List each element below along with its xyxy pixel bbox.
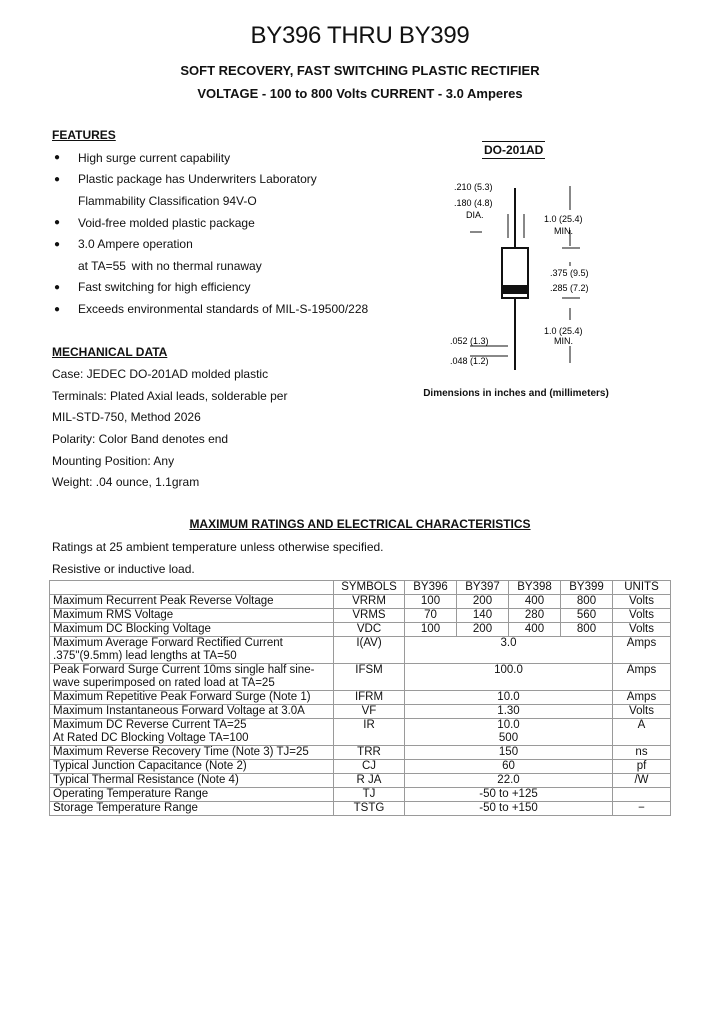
- table-header-row: [50, 581, 671, 595]
- row-value: 10.0: [405, 691, 613, 705]
- bullet-icon: ●: [54, 282, 61, 293]
- dim-body-dia-min: .180 (4.8): [454, 198, 493, 208]
- feature-item: at TA=55 with no thermal runaway: [78, 259, 262, 273]
- row-value-line: 10.0: [497, 719, 520, 731]
- row-value: 150: [405, 746, 613, 760]
- table-row: [50, 774, 671, 788]
- ratings-table: [49, 580, 671, 816]
- row-unit: ns: [613, 746, 671, 760]
- table-row: [50, 691, 671, 705]
- row-unit: Volts: [613, 609, 671, 623]
- row-unit: −: [613, 802, 671, 816]
- table-row: [50, 637, 671, 664]
- row-value: 140: [457, 609, 509, 623]
- feature-item: Plastic package has Underwriters Laboratory: [78, 172, 317, 186]
- row-unit: pf: [613, 760, 671, 774]
- row-unit: Volts: [613, 705, 671, 719]
- row-param-line: wave superimposed on rated load at TA=25: [53, 677, 275, 689]
- bullet-icon: ●: [54, 217, 61, 228]
- feature-item: Fast switching for high efficiency: [78, 280, 251, 294]
- row-unit: [613, 788, 671, 802]
- row-param-line: Peak Forward Surge Current 10ms single half sine-: [53, 664, 315, 676]
- dim-lead-dia-min: .048 (1.2): [450, 356, 489, 366]
- row-value: 22.0: [405, 774, 613, 788]
- row-param: [50, 719, 334, 746]
- feature-item: 3.0 Ampere operation: [78, 237, 193, 251]
- header-param: [50, 581, 334, 595]
- row-param: Typical Thermal Resistance (Note 4): [50, 774, 334, 788]
- table-row: [50, 623, 671, 637]
- row-param: [50, 664, 334, 691]
- bullet-icon: ●: [54, 304, 61, 315]
- row-symbol: VDC: [334, 623, 405, 637]
- row-value: 3.0: [405, 637, 613, 664]
- row-symbol: IFRM: [334, 691, 405, 705]
- row-value: -50 to +125: [405, 788, 613, 802]
- table-row: [50, 595, 671, 609]
- dim-lead-dia-max: .052 (1.3): [450, 336, 489, 346]
- ratings-note: Resistive or inductive load.: [52, 562, 195, 576]
- row-value: 100: [405, 595, 457, 609]
- row-param: Operating Temperature Range: [50, 788, 334, 802]
- voltage-current-line: VOLTAGE - 100 to 800 Volts CURRENT - 3.0 Amperes: [197, 86, 523, 101]
- mechanical-line: Weight: .04 ounce, 1.1gram: [52, 475, 200, 489]
- row-param-line: .375"(9.5mm) lead lengths at TA=50: [53, 650, 237, 662]
- mechanical-line: Polarity: Color Band denotes end: [52, 432, 229, 446]
- mechanical-line: Case: JEDEC DO-201AD molded plastic: [52, 367, 269, 381]
- row-param: Maximum Repetitive Peak Forward Surge (Note 1): [50, 691, 334, 705]
- row-param: Storage Temperature Range: [50, 802, 334, 816]
- header-part: BY396: [405, 581, 457, 595]
- table-row: [50, 609, 671, 623]
- table-row: [50, 705, 671, 719]
- min-label-top: MIN.: [554, 226, 573, 236]
- feature-item: Void-free molded plastic package: [78, 216, 255, 230]
- row-param-line: At Rated DC Blocking Voltage TA=100: [53, 732, 249, 744]
- feature-item: High surge current capability: [78, 151, 231, 165]
- row-value: 100: [405, 623, 457, 637]
- row-value: -50 to +150: [405, 802, 613, 816]
- dim-lead-length-bottom: 1.0 (25.4): [544, 326, 583, 336]
- dimensions-note: Dimensions in inches and (millimeters): [423, 388, 609, 399]
- mechanical-line: MIL-STD-750, Method 2026: [52, 410, 201, 424]
- row-symbol: R JA: [334, 774, 405, 788]
- bullet-icon: ●: [54, 152, 61, 163]
- header-part: BY397: [457, 581, 509, 595]
- row-value: 400: [509, 595, 561, 609]
- dim-body-length-min: .285 (7.2): [550, 283, 589, 293]
- dim-body-length-max: .375 (9.5): [550, 268, 589, 278]
- dim-lead-length-top: 1.0 (25.4): [544, 214, 583, 224]
- feature-item: Flammability Classification 94V-O: [78, 194, 257, 208]
- row-value: 200: [457, 623, 509, 637]
- row-value: 800: [561, 623, 613, 637]
- row-unit: /W: [613, 774, 671, 788]
- row-param: Maximum Reverse Recovery Time (Note 3) TJ=25: [50, 746, 334, 760]
- row-value: [405, 719, 613, 746]
- row-param: Maximum RMS Voltage: [50, 609, 334, 623]
- table-row: [50, 760, 671, 774]
- row-param-line: Maximum DC Reverse Current TA=25: [53, 719, 247, 731]
- page-title: BY396 THRU BY399: [250, 22, 470, 49]
- dim-body-dia-max: .210 (5.3): [454, 182, 493, 192]
- row-symbol: TSTG: [334, 802, 405, 816]
- table-row: [50, 802, 671, 816]
- package-label: DO-201AD: [484, 143, 544, 157]
- package-outline-diagram: [410, 178, 610, 378]
- row-value: 280: [509, 609, 561, 623]
- row-param: Maximum DC Blocking Voltage: [50, 623, 334, 637]
- ratings-heading: MAXIMUM RATINGS AND ELECTRICAL CHARACTERISTICS: [189, 517, 531, 531]
- mechanical-line: Mounting Position: Any: [52, 454, 175, 468]
- min-label-bottom: MIN.: [554, 336, 573, 346]
- row-value: 400: [509, 623, 561, 637]
- row-symbol: VRMS: [334, 609, 405, 623]
- features-heading: FEATURES: [52, 128, 116, 142]
- subtitle: SOFT RECOVERY, FAST SWITCHING PLASTIC RECTIFIER: [180, 63, 540, 78]
- table-row: [50, 788, 671, 802]
- row-symbol: IR: [334, 719, 405, 746]
- row-value: 60: [405, 760, 613, 774]
- row-value: 70: [405, 609, 457, 623]
- row-symbol: IFSM: [334, 664, 405, 691]
- mechanical-heading: MECHANICAL DATA: [52, 345, 168, 359]
- row-symbol: VRRM: [334, 595, 405, 609]
- bullet-icon: ●: [54, 239, 61, 250]
- row-unit: Amps: [613, 637, 671, 664]
- table-row: [50, 746, 671, 760]
- row-unit: Amps: [613, 664, 671, 691]
- row-value: 200: [457, 595, 509, 609]
- row-unit: Amps: [613, 691, 671, 705]
- header-symbols: SYMBOLS: [334, 581, 405, 595]
- header-part: BY399: [561, 581, 613, 595]
- row-param: [50, 637, 334, 664]
- table-row: [50, 719, 671, 746]
- row-value: 100.0: [405, 664, 613, 691]
- row-param: Maximum Instantaneous Forward Voltage at 3.0A: [50, 705, 334, 719]
- row-param: Maximum Recurrent Peak Reverse Voltage: [50, 595, 334, 609]
- header-part: BY398: [509, 581, 561, 595]
- row-param-line: Maximum Average Forward Rectified Current: [53, 637, 283, 649]
- ratings-note: Ratings at 25 ambient temperature unless otherwise specified.: [52, 540, 384, 554]
- row-symbol: CJ: [334, 760, 405, 774]
- row-value: 1.30: [405, 705, 613, 719]
- dia-label: DIA.: [466, 210, 484, 220]
- row-symbol: I(AV): [334, 637, 405, 664]
- header-units: UNITS: [613, 581, 671, 595]
- row-symbol: VF: [334, 705, 405, 719]
- bullet-icon: ●: [54, 174, 61, 185]
- row-value: 560: [561, 609, 613, 623]
- row-value: 800: [561, 595, 613, 609]
- row-symbol: TRR: [334, 746, 405, 760]
- polarity-band: [502, 285, 528, 294]
- mechanical-line: Terminals: Plated Axial leads, solderable per: [52, 389, 288, 403]
- row-unit: Volts: [613, 595, 671, 609]
- row-value-line: 500: [498, 732, 519, 744]
- row-param: Typical Junction Capacitance (Note 2): [50, 760, 334, 774]
- table-row: [50, 664, 671, 691]
- feature-item: Exceeds environmental standards of MIL-S-19500/228: [78, 302, 369, 316]
- row-unit: Volts: [613, 623, 671, 637]
- row-unit: A: [613, 719, 671, 746]
- row-symbol: TJ: [334, 788, 405, 802]
